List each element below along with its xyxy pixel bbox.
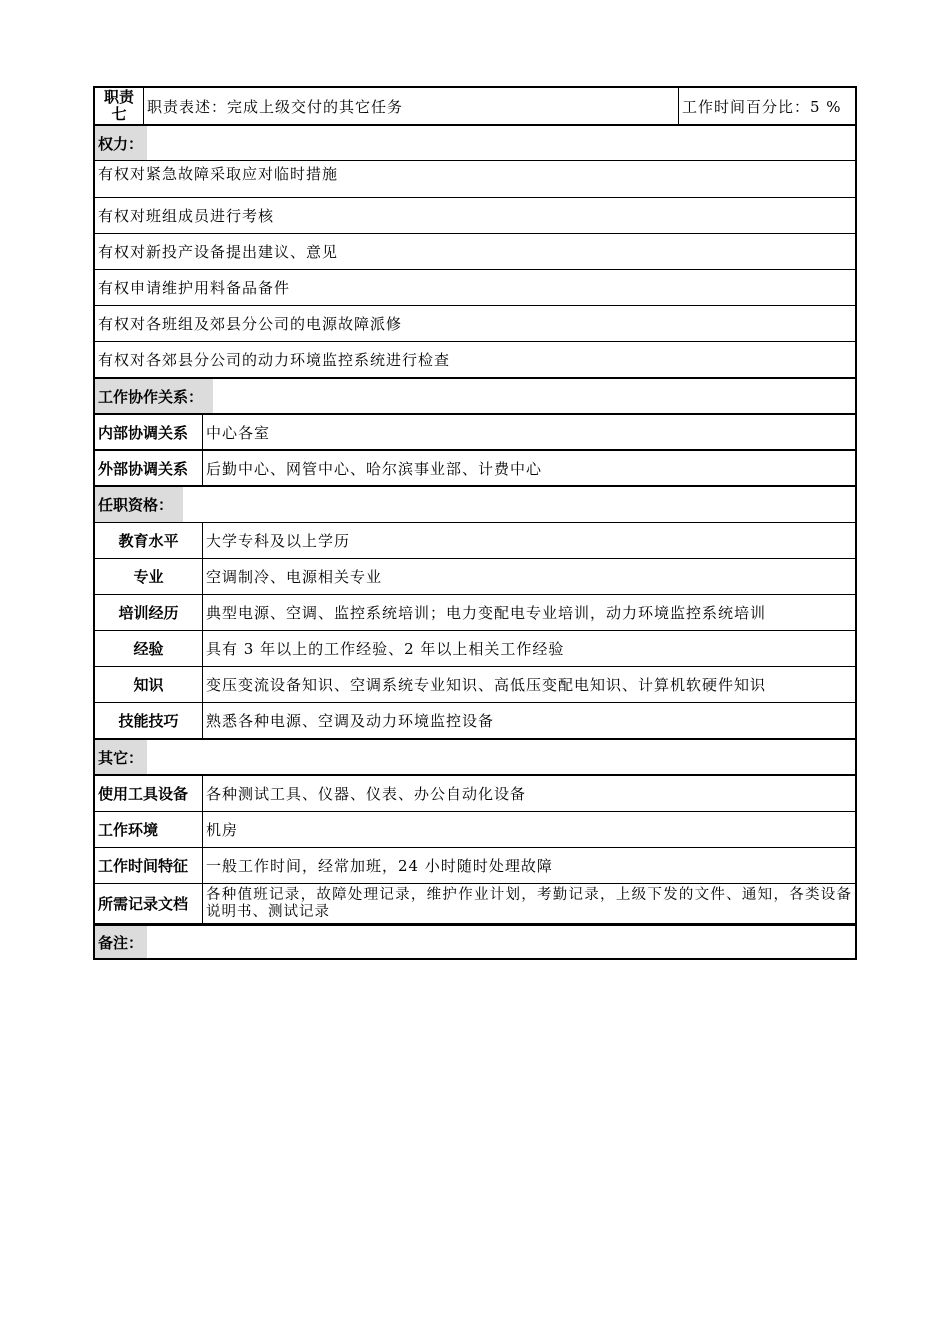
qualification-value: 典型电源、空调、监控系统培训；电力变配电专业培训，动力环境监控系统培训 (202, 595, 855, 630)
qualification-row (95, 631, 855, 667)
qualification-label: 经验 (133, 640, 164, 658)
collaboration-title: 工作协作关系： (95, 379, 855, 413)
other-row (95, 848, 855, 884)
authority-item (95, 342, 855, 379)
qualification-label: 专业 (133, 568, 164, 586)
authority-title: 权力： (95, 126, 855, 160)
remarks-section-header (95, 924, 855, 958)
other-value: 一般工作时间，经常加班，24 小时随时处理故障 (202, 848, 855, 883)
collaboration-section-header (95, 379, 855, 415)
qualification-label: 知识 (133, 676, 164, 694)
qualification-row (95, 523, 855, 559)
authority-section-header (95, 126, 855, 161)
internal-collaboration-label: 内部协调关系 (98, 423, 189, 442)
qualification-section-header (95, 487, 855, 523)
other-value: 机房 (202, 812, 855, 847)
qualification-label: 技能技巧 (118, 712, 179, 730)
authority-item-text: 有权对各郊县分公司的动力环境监控系统进行检查 (98, 351, 451, 369)
duty-time-percent: 工作时间百分比：5 % (678, 88, 855, 124)
other-label: 工作时间特征 (98, 857, 189, 875)
qualification-row (95, 703, 855, 740)
qualification-label: 培训经历 (118, 604, 179, 622)
authority-item-text: 有权对紧急故障采取应对临时措施 (98, 165, 339, 183)
qualification-value: 变压变流设备知识、空调系统专业知识、高低压变配电知识、计算机软硬件知识 (202, 667, 855, 702)
qualification-row (95, 595, 855, 631)
duty-row (95, 88, 855, 126)
internal-collaboration-value: 中心各室 (202, 415, 855, 449)
other-row (95, 884, 855, 924)
other-label: 使用工具设备 (98, 785, 189, 803)
authority-item (95, 198, 855, 234)
job-description-table (93, 86, 857, 960)
authority-item-text: 有权申请维护用料备品备件 (98, 279, 291, 297)
authority-item (95, 306, 855, 342)
other-value: 各种测试工具、仪器、仪表、办公自动化设备 (202, 776, 855, 811)
other-row (95, 776, 855, 812)
authority-item (95, 270, 855, 306)
internal-collaboration-row (95, 415, 855, 451)
qualification-title: 任职资格： (95, 487, 855, 522)
qualification-row (95, 667, 855, 703)
qualification-value: 熟悉各种电源、空调及动力环境监控设备 (202, 703, 855, 738)
qualification-row (95, 559, 855, 595)
remarks-title: 备注： (95, 926, 855, 958)
other-label: 工作环境 (98, 821, 159, 839)
external-collaboration-value: 后勤中心、网管中心、哈尔滨事业部、计费中心 (202, 451, 855, 485)
authority-item-text: 有权对班组成员进行考核 (98, 207, 275, 225)
other-title: 其它： (95, 740, 855, 774)
other-row (95, 812, 855, 848)
authority-item-text: 有权对新投产设备提出建议、意见 (98, 243, 339, 261)
qualification-label: 教育水平 (118, 532, 179, 550)
other-section-header (95, 740, 855, 776)
qualification-value: 空调制冷、电源相关专业 (202, 559, 855, 594)
qualification-value: 具有 3 年以上的工作经验、2 年以上相关工作经验 (202, 631, 855, 666)
external-collaboration-row (95, 451, 855, 487)
authority-item (95, 234, 855, 270)
duty-label: 职责七 (103, 88, 134, 123)
authority-item-text: 有权对各班组及郊县分公司的电源故障派修 (98, 315, 403, 333)
other-label: 所需记录文档 (98, 895, 189, 913)
authority-item (95, 161, 855, 198)
other-value: 各种值班记录，故障处理记录，维护作业计划，考勤记录，上级下发的文件、通知，各类设备说明书、测试记录 (202, 884, 855, 923)
external-collaboration-label: 外部协调关系 (98, 459, 189, 478)
duty-description: 职责表述：完成上级交付的其它任务 (143, 88, 678, 124)
qualification-value: 大学专科及以上学历 (202, 523, 855, 558)
